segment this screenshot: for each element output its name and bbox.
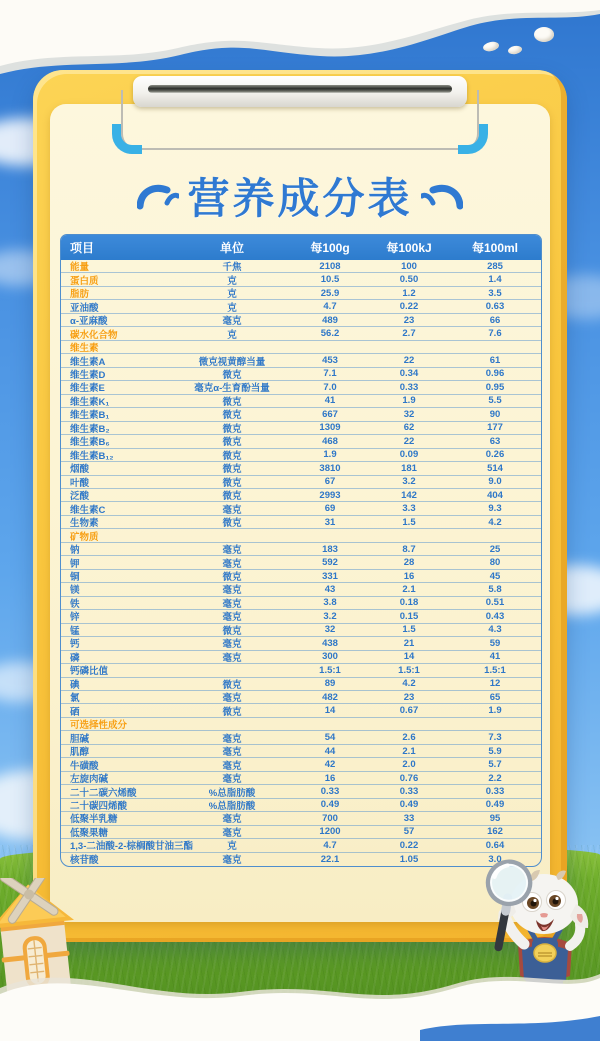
cell-unit: 微克 xyxy=(222,679,242,691)
cell-per100g: 3.8 xyxy=(323,597,337,609)
cell-item: 二十二碳六烯酸 xyxy=(70,787,137,799)
table-row xyxy=(61,637,541,650)
cell-per100ml: 61 xyxy=(489,355,501,367)
table-row xyxy=(61,745,541,758)
cell-per100g: 32 xyxy=(324,624,336,636)
cell-item: 亚油酸 xyxy=(70,302,99,314)
table-row xyxy=(61,273,541,286)
cell-per100ml: 2.2 xyxy=(488,772,502,784)
cell-per100g: 1.9 xyxy=(323,449,337,461)
cell-item: 脂肪 xyxy=(70,289,90,301)
cell-per100g: 54 xyxy=(324,732,336,744)
table-row xyxy=(61,476,541,489)
table-row xyxy=(61,704,541,717)
cell-item: 二十碳四烯酸 xyxy=(70,800,128,812)
cell-per100g: 4.7 xyxy=(323,301,337,313)
cell-per100g: 1200 xyxy=(319,826,341,838)
table-row xyxy=(61,651,541,664)
cell-per100ml: 1.9 xyxy=(488,705,502,717)
cell-unit: 微克 xyxy=(222,423,242,435)
milk-swash-right-icon xyxy=(421,181,463,211)
cell-per100kj: 0.09 xyxy=(399,449,419,461)
cell-per100g: 7.1 xyxy=(323,368,337,380)
cell-item: 核苷酸 xyxy=(70,855,99,867)
table-row xyxy=(61,327,541,340)
cell-per100kj: 0.34 xyxy=(399,368,419,380)
cell-unit: 微克 xyxy=(222,625,242,637)
cell-item: 维生素K₁ xyxy=(70,396,110,408)
cell-per100ml: 5.5 xyxy=(488,395,502,407)
cell-per100ml: 7.6 xyxy=(488,328,502,340)
cell-per100ml: 0.26 xyxy=(485,449,505,461)
cell-per100g: 1309 xyxy=(319,422,341,434)
cell-per100g: 56.2 xyxy=(320,328,340,340)
cell-unit: %总脂肪酸 xyxy=(208,787,256,799)
cell-per100g: 592 xyxy=(322,557,338,569)
cell-per100ml: 0.96 xyxy=(485,368,505,380)
table-row xyxy=(61,664,541,677)
cell-per100g: 43 xyxy=(324,583,336,595)
cell-item: 蛋白质 xyxy=(70,275,99,287)
cell-per100kj: 2.0 xyxy=(402,759,416,771)
cell-per100ml: 3.0 xyxy=(488,853,502,865)
cell-item: 能量 xyxy=(70,262,90,274)
cell-item: 低聚果糖 xyxy=(70,827,109,839)
cell-per100g: 7.0 xyxy=(323,381,337,393)
cell-per100ml: 41 xyxy=(489,651,501,663)
table-row xyxy=(61,516,541,529)
cell-per100ml: 12 xyxy=(489,678,501,690)
header-unit: 单位 xyxy=(219,241,244,255)
cell-per100kj: 4.2 xyxy=(402,678,416,690)
cell-item: 锌 xyxy=(70,612,80,624)
cell-item: 碳水化合物 xyxy=(70,329,118,341)
cell-per100ml: 4.2 xyxy=(488,516,502,528)
cell-unit: 毫克 xyxy=(222,814,242,826)
cell-per100ml: 5.9 xyxy=(488,745,502,757)
table-header-row xyxy=(61,235,541,260)
cell-unit: 毫克 xyxy=(222,855,242,867)
cell-item: 磷 xyxy=(70,652,80,664)
cell-per100g: 67 xyxy=(324,476,336,488)
cell-per100kj: 2.7 xyxy=(402,328,416,340)
table-row xyxy=(61,718,541,731)
cell-per100ml: 25 xyxy=(489,543,501,555)
cell-per100g: 22.1 xyxy=(320,853,340,865)
cell-item: 维生素B₆ xyxy=(70,437,110,449)
header-item: 项目 xyxy=(70,241,95,255)
cell-unit: 千焦 xyxy=(222,262,242,274)
table-row xyxy=(61,678,541,691)
cell-unit: 克 xyxy=(227,329,237,341)
header-per100kj: 每100kJ xyxy=(386,241,432,255)
cell-unit: 毫克 xyxy=(222,545,242,557)
cell-per100kj: 181 xyxy=(401,462,417,474)
cell-per100g: 0.49 xyxy=(320,799,340,811)
cell-per100kj: 62 xyxy=(403,422,415,434)
cell-per100g: 482 xyxy=(322,691,338,703)
cell-per100kj: 0.15 xyxy=(399,610,419,622)
cell-per100kj: 23 xyxy=(403,691,415,703)
cell-per100g: 489 xyxy=(322,314,338,326)
cell-per100g: 42 xyxy=(324,759,336,771)
cell-per100ml: 66 xyxy=(489,314,501,326)
table-row xyxy=(61,408,541,421)
cell-per100kj: 0.22 xyxy=(399,301,419,313)
cell-unit: 克 xyxy=(227,841,237,853)
cell-per100kj: 0.50 xyxy=(399,274,419,286)
table-row xyxy=(61,395,541,408)
table-row xyxy=(61,597,541,610)
cell-item: 维生素B₁ xyxy=(70,410,110,422)
cell-per100g: 700 xyxy=(322,812,338,824)
cell-per100kj: 0.49 xyxy=(399,799,419,811)
cell-per100ml: 0.95 xyxy=(485,381,505,393)
cell-unit: 毫克 xyxy=(222,733,242,745)
cell-item: 钙磷比值 xyxy=(70,666,109,678)
table-row xyxy=(61,381,541,394)
cell-per100g: 300 xyxy=(322,651,338,663)
title-row xyxy=(0,166,600,226)
cell-per100kj: 21 xyxy=(403,637,415,649)
cell-unit: 毫克 xyxy=(222,652,242,664)
cell-item: 矿物质 xyxy=(70,531,99,543)
cell-per100ml: 7.3 xyxy=(488,732,502,744)
milk-wave-bottom xyxy=(0,946,600,1041)
cell-item: 维生素E xyxy=(70,383,105,395)
table-row xyxy=(61,556,541,569)
table-row xyxy=(61,758,541,771)
cell-item: 碘 xyxy=(70,679,80,691)
cell-per100ml: 95 xyxy=(489,812,501,824)
table-row xyxy=(61,435,541,448)
cell-per100kj: 2.1 xyxy=(402,583,416,595)
cell-per100kj: 32 xyxy=(403,408,415,420)
cell-unit: 毫克 xyxy=(222,747,242,759)
cell-item: 1,3-二油酸-2-棕榈酸甘油三酯 xyxy=(70,841,193,853)
cell-unit: 毫克α-生育酚当量 xyxy=(194,383,270,395)
cell-unit: 微克 xyxy=(222,572,242,584)
table-row xyxy=(61,354,541,367)
table-row xyxy=(61,368,541,381)
table-row xyxy=(61,543,541,556)
cell-item: 锰 xyxy=(70,625,80,637)
cell-per100ml: 1.4 xyxy=(488,274,502,286)
cell-unit: 微克 xyxy=(222,369,242,381)
cell-per100ml: 59 xyxy=(489,637,501,649)
cell-per100g: 4.7 xyxy=(323,839,337,851)
cell-per100kj: 0.67 xyxy=(399,705,419,717)
cell-item: 低聚半乳糖 xyxy=(70,814,118,826)
cell-per100ml: 0.49 xyxy=(485,799,505,811)
cell-per100g: 10.5 xyxy=(320,274,340,286)
cell-per100kj: 142 xyxy=(401,489,417,501)
cell-per100ml: 5.7 xyxy=(488,759,502,771)
cell-per100ml: 3.5 xyxy=(488,287,502,299)
cell-unit: 毫克 xyxy=(222,316,242,328)
cell-per100ml: 9.3 xyxy=(488,503,502,515)
cell-per100g: 31 xyxy=(324,516,336,528)
cell-per100g: 3.2 xyxy=(323,610,337,622)
cell-per100ml: 90 xyxy=(489,408,501,420)
cell-per100ml: 65 xyxy=(489,691,501,703)
cell-per100kj: 0.22 xyxy=(399,839,419,851)
cell-item: 叶酸 xyxy=(70,477,90,489)
cell-unit: 微克 xyxy=(222,437,242,449)
cell-per100g: 667 xyxy=(322,408,338,420)
cell-item: 维生素D xyxy=(70,369,106,381)
table-row xyxy=(61,826,541,839)
cell-per100kj: 57 xyxy=(403,826,415,838)
cell-per100ml: 80 xyxy=(489,557,501,569)
table-row xyxy=(61,287,541,300)
cell-per100kj: 23 xyxy=(403,314,415,326)
table-row xyxy=(61,314,541,327)
cell-per100g: 468 xyxy=(322,435,338,447)
table-row xyxy=(61,449,541,462)
table-row xyxy=(61,502,541,515)
cell-unit: 毫克 xyxy=(222,612,242,624)
cell-unit: 毫克 xyxy=(222,585,242,597)
cell-item: 硒 xyxy=(70,706,80,718)
cell-per100kj: 33 xyxy=(403,812,415,824)
cell-per100g: 331 xyxy=(322,570,338,582)
cell-unit: 毫克 xyxy=(222,774,242,786)
page-title: 营养成分表 xyxy=(187,175,413,222)
table-row xyxy=(61,785,541,798)
clip-wire-handle xyxy=(121,90,479,150)
cell-per100g: 438 xyxy=(322,637,338,649)
cell-item: 胆碱 xyxy=(70,733,90,745)
cell-per100ml: 0.51 xyxy=(485,597,505,609)
cell-per100g: 89 xyxy=(324,678,336,690)
cell-per100g: 41 xyxy=(324,395,336,407)
cell-per100kj: 0.33 xyxy=(399,786,419,798)
cell-per100g: 16 xyxy=(324,772,336,784)
cell-item: 牛磺酸 xyxy=(70,760,99,772)
cell-per100kj: 22 xyxy=(403,355,415,367)
table-row xyxy=(61,489,541,502)
table-row xyxy=(61,529,541,542)
cell-per100ml: 404 xyxy=(487,489,503,501)
nutrition-table xyxy=(60,234,542,867)
cell-per100g: 3810 xyxy=(319,462,341,474)
cell-per100g: 69 xyxy=(324,503,336,515)
cell-unit: 微克 xyxy=(222,518,242,530)
cell-per100kj: 14 xyxy=(403,651,415,663)
cell-item: 烟酸 xyxy=(70,464,90,476)
cell-per100g: 14 xyxy=(324,705,336,717)
cell-item: 钠 xyxy=(70,545,80,557)
cell-per100kj: 2.1 xyxy=(402,745,416,757)
table-row xyxy=(61,462,541,475)
cell-unit: 克 xyxy=(227,302,237,314)
cell-per100kj: 1.5 xyxy=(402,624,416,636)
cell-per100kj: 2.6 xyxy=(402,732,416,744)
cell-item: 泛酸 xyxy=(70,491,90,503)
cell-unit: 毫克 xyxy=(222,693,242,705)
cell-unit: 微克 xyxy=(222,491,242,503)
table-row xyxy=(61,731,541,744)
cell-per100kj: 3.3 xyxy=(402,503,416,515)
cell-unit: 微克 xyxy=(222,477,242,489)
cell-per100kj: 3.2 xyxy=(402,476,416,488)
cell-item: 维生素C xyxy=(70,504,106,516)
cell-per100ml: 9.0 xyxy=(488,476,502,488)
cell-per100kj: 28 xyxy=(403,557,415,569)
cell-per100kj: 0.76 xyxy=(399,772,419,784)
cell-per100g: 2108 xyxy=(319,260,341,272)
cell-unit: 微克 xyxy=(222,450,242,462)
cell-item: 钾 xyxy=(70,558,80,570)
cell-item: 肌醇 xyxy=(70,747,90,759)
cell-per100g: 25.9 xyxy=(320,287,340,299)
cell-item: 维生素 xyxy=(70,343,99,355)
cell-unit: 毫克 xyxy=(222,598,242,610)
cell-unit: 毫克 xyxy=(222,558,242,570)
cell-item: 维生素B₂ xyxy=(70,423,110,435)
cell-unit: 微克 xyxy=(222,706,242,718)
cell-per100kj: 0.18 xyxy=(399,597,419,609)
cell-per100ml: 5.8 xyxy=(488,583,502,595)
cell-unit: 微克视黄醇当量 xyxy=(198,356,266,368)
table-row xyxy=(61,300,541,313)
cell-per100ml: 1.5:1 xyxy=(484,664,506,676)
cell-per100g: 183 xyxy=(322,543,338,555)
cell-unit: 微克 xyxy=(222,396,242,408)
cell-per100kj: 100 xyxy=(401,260,417,272)
table-row xyxy=(61,341,541,354)
table-row xyxy=(61,691,541,704)
cell-per100g: 453 xyxy=(322,355,338,367)
cell-item: 钙 xyxy=(70,639,80,651)
cell-item: 左旋肉碱 xyxy=(70,774,109,786)
table-row xyxy=(61,583,541,596)
cell-unit: 毫克 xyxy=(222,827,242,839)
cell-item: 铁 xyxy=(70,598,80,610)
cell-per100ml: 514 xyxy=(487,462,503,474)
cell-per100kj: 1.5 xyxy=(402,516,416,528)
cell-per100g: 44 xyxy=(324,745,336,757)
header-per100ml: 每100ml xyxy=(471,241,519,255)
cell-per100kj: 1.2 xyxy=(402,287,416,299)
cell-per100ml: 45 xyxy=(489,570,501,582)
cell-per100ml: 285 xyxy=(487,260,503,272)
table-row xyxy=(61,422,541,435)
cell-unit: %总脂肪酸 xyxy=(208,800,256,812)
cell-unit: 克 xyxy=(227,289,237,301)
cell-item: 维生素A xyxy=(70,356,106,368)
cell-per100g: 0.33 xyxy=(320,786,340,798)
cell-per100ml: 177 xyxy=(487,422,503,434)
cell-per100ml: 63 xyxy=(489,435,501,447)
cell-per100kj: 8.7 xyxy=(402,543,416,555)
cell-item: 可选择性成分 xyxy=(70,720,128,732)
cell-per100kj: 1.5:1 xyxy=(398,664,420,676)
cell-unit: 毫克 xyxy=(222,760,242,772)
cell-item: 镁 xyxy=(70,585,80,597)
milk-swash-left-icon xyxy=(137,181,179,211)
cell-unit: 克 xyxy=(227,275,237,287)
table-row xyxy=(61,570,541,583)
cell-item: 生物素 xyxy=(70,518,99,530)
cell-per100ml: 0.63 xyxy=(485,301,505,313)
cell-per100kj: 1.9 xyxy=(402,395,416,407)
table-row xyxy=(61,799,541,812)
cell-per100ml: 162 xyxy=(487,826,503,838)
table-row xyxy=(61,839,541,852)
cell-per100g: 1.5:1 xyxy=(319,664,341,676)
cell-per100ml: 4.3 xyxy=(488,624,502,636)
table-row xyxy=(61,812,541,825)
table-body xyxy=(61,260,541,866)
cell-per100ml: 0.33 xyxy=(485,786,505,798)
cell-per100ml: 0.64 xyxy=(485,839,505,851)
cell-per100kj: 1.05 xyxy=(399,853,419,865)
cell-per100kj: 0.33 xyxy=(399,381,419,393)
table-row xyxy=(61,610,541,623)
cell-item: 铜 xyxy=(70,572,80,584)
cell-per100kj: 16 xyxy=(403,570,415,582)
table-row xyxy=(61,624,541,637)
cell-per100ml: 0.43 xyxy=(485,610,505,622)
cell-per100kj: 22 xyxy=(403,435,415,447)
header-per100g: 每100g xyxy=(310,241,350,255)
cell-unit: 毫克 xyxy=(222,639,242,651)
cell-unit: 微克 xyxy=(222,464,242,476)
cell-item: 氯 xyxy=(70,693,80,705)
cell-unit: 微克 xyxy=(222,410,242,422)
table-row xyxy=(61,260,541,273)
cell-item: 维生素B₁₂ xyxy=(70,450,114,462)
table-row xyxy=(61,772,541,785)
cell-per100g: 2993 xyxy=(319,489,341,501)
cell-item: α-亚麻酸 xyxy=(70,316,108,328)
cell-unit: 毫克 xyxy=(222,504,242,516)
